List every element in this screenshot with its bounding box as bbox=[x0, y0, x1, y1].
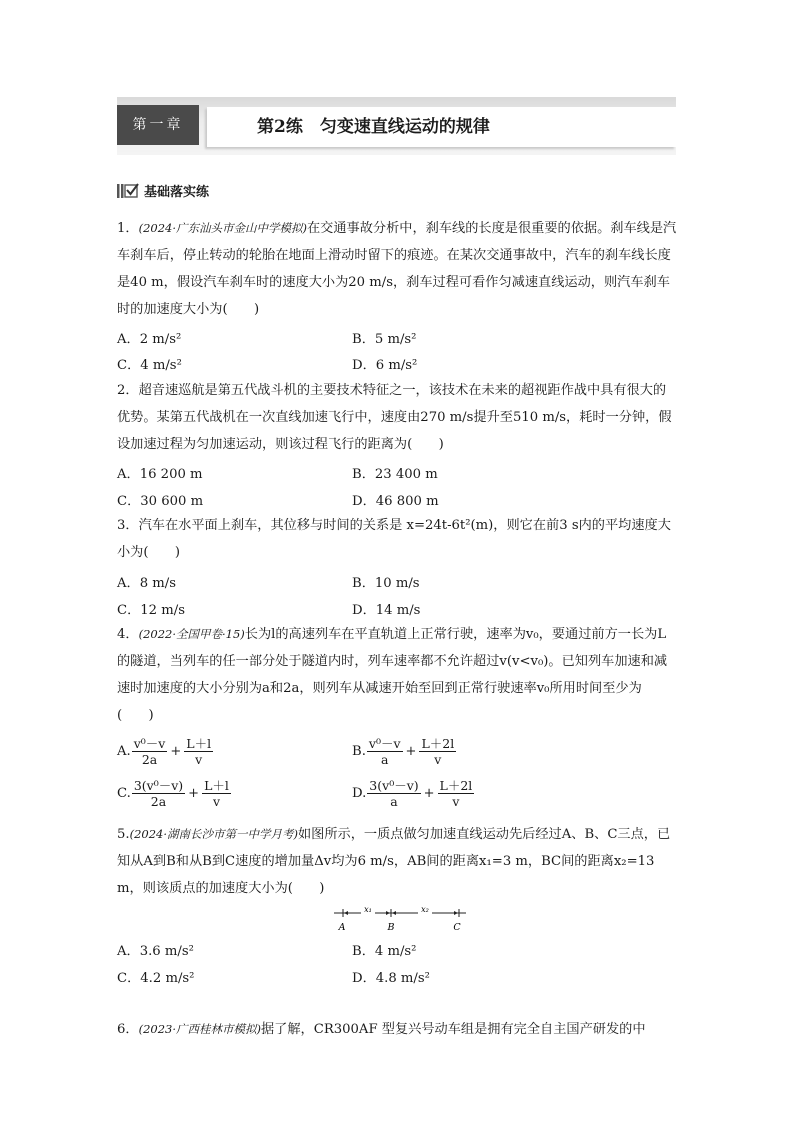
option-b[interactable]: B．5 m/s² bbox=[352, 332, 417, 347]
option-d[interactable]: D．4.8 m/s² bbox=[352, 971, 430, 986]
option-d[interactable]: D．6 m/s² bbox=[352, 358, 418, 373]
fraction: $\frac{\text{v⁰－v}}{a}$ bbox=[368, 736, 401, 767]
question-2 bbox=[117, 377, 677, 458]
question-text: 据了解，CR300AF 型复兴号动车组是拥有完全自主国产研发的中 bbox=[260, 1022, 646, 1037]
option-label: A. bbox=[117, 744, 131, 759]
option-c[interactable]: C. $\frac{\text{3(v⁰－v)}}{2a}$ + $\frac{L+l}{v}$ bbox=[117, 778, 229, 809]
option-label: D. bbox=[352, 786, 367, 801]
option-a[interactable]: A. $\frac{\text{v⁰－v}}{2a}$ + $\frac{L+l}{v}$ bbox=[117, 736, 212, 767]
checkbox-check-icon bbox=[117, 183, 139, 199]
section-heading bbox=[117, 181, 209, 200]
question-3-options bbox=[117, 572, 617, 617]
point-label-a: A bbox=[338, 922, 346, 933]
chapter-label: 第一章 bbox=[117, 105, 199, 145]
option-a[interactable]: A．3.6 m/s² bbox=[117, 944, 194, 959]
question-5 bbox=[117, 821, 677, 902]
question-2-options bbox=[117, 463, 617, 508]
option-b[interactable]: B．4 m/s² bbox=[352, 944, 417, 959]
segment-label-x1: x₁ bbox=[364, 905, 372, 914]
option-c[interactable]: C．4 m/s² bbox=[117, 358, 182, 373]
question-text: 如图所示，一质点做匀加速直线运动先后经过A、B、C三点，已知从A到B和从B到C速度的增加量Δv均为6 m/s，AB间的距离x₁=3 m，BC间的距离x₂=13 m，则该质点的加速度大小为( ) bbox=[117, 827, 671, 896]
segment-label-x2: x₂ bbox=[421, 905, 429, 914]
question-source: (2023·广西桂林市模拟) bbox=[138, 1022, 261, 1036]
question-text: 在交通事故分析中，刹车线的长度是很重要的依据。刹车线是汽车刹车后，停止转动的轮胎在地面上滑动时留下的痕迹。在某次交通事故中，汽车的刹车线长度是40 m，假设汽车刹车时的速度大小为20 m/s，刹车过程可看作匀减速直线运动，则汽车刹车时的加速度大小为( ) bbox=[117, 221, 677, 317]
question-1 bbox=[117, 215, 677, 323]
question-number: 5. bbox=[117, 827, 130, 842]
arrowhead bbox=[454, 911, 458, 915]
option-b[interactable]: B．10 m/s bbox=[352, 576, 420, 591]
arrowhead bbox=[386, 911, 390, 915]
question-5-options bbox=[117, 940, 617, 985]
motion-diagram bbox=[330, 903, 470, 937]
question-number: 2． bbox=[117, 383, 139, 398]
option-a[interactable]: A．2 m/s² bbox=[117, 332, 182, 347]
fraction: $\frac{L+l}{v}$ bbox=[204, 778, 229, 809]
question-3 bbox=[117, 512, 677, 566]
chapter-header bbox=[117, 97, 676, 155]
option-d[interactable]: D．14 m/s bbox=[352, 603, 421, 618]
question-number: 3． bbox=[117, 518, 139, 533]
question-text: 超音速巡航是第五代战斗机的主要技术特征之一，该技术在未来的超视距作战中具有很大的优势。某第五代战机在一次直线加速飞行中，速度由270 m/s提升至510 m/s，耗时一分钟，假设加速过程为匀加速运动，则该过程飞行的距离为( ) bbox=[117, 383, 672, 452]
fraction: $\frac{\text{3(v⁰－v)}}{a}$ bbox=[369, 778, 419, 809]
arrowhead bbox=[392, 911, 396, 915]
option-c[interactable]: C．30 600 m bbox=[117, 494, 204, 509]
option-label: C. bbox=[117, 786, 131, 801]
option-a[interactable]: A．16 200 m bbox=[117, 467, 203, 482]
question-6 bbox=[117, 1016, 677, 1043]
question-number: 1． bbox=[117, 221, 139, 236]
fraction: $\frac{\text{v⁰－v}}{2a}$ bbox=[133, 736, 166, 767]
question-1-options bbox=[117, 328, 617, 373]
section-title: 基础落实练 bbox=[144, 185, 210, 200]
option-d[interactable]: D．46 800 m bbox=[352, 494, 439, 509]
question-number: 4． bbox=[117, 627, 139, 642]
option-c[interactable]: C．4.2 m/s² bbox=[117, 971, 195, 986]
point-label-c: C bbox=[453, 922, 461, 933]
title-card bbox=[207, 107, 676, 147]
fraction: $\frac{\text{3(v⁰－v)}}{2a}$ bbox=[133, 778, 184, 809]
question-4-options bbox=[117, 736, 617, 820]
question-text: 汽车在水平面上刹车，其位移与时间的关系是 x=24t-6t²(m)，则它在前3 s内的平均速度大小为( ) bbox=[117, 518, 671, 560]
option-a[interactable]: A．8 m/s bbox=[117, 576, 177, 591]
question-source: (2024·湖南长沙市第一中学月考) bbox=[129, 827, 298, 841]
fraction: $\frac{L+2l}{v}$ bbox=[421, 736, 455, 767]
option-d[interactable]: D. $\frac{\text{3(v⁰－v)}}{a}$ + $\frac{L+2l}{v}$ bbox=[352, 778, 473, 809]
question-source: (2024·广东汕头市金山中学模拟) bbox=[138, 221, 307, 235]
question-4 bbox=[117, 621, 677, 729]
option-c[interactable]: C．12 m/s bbox=[117, 603, 185, 618]
fraction: $\frac{L+l}{v}$ bbox=[186, 736, 212, 767]
fraction: $\frac{L+2l}{v}$ bbox=[439, 778, 473, 809]
page-title: 第2练 匀变速直线运动的规律 bbox=[257, 117, 490, 137]
option-label: B. bbox=[352, 744, 366, 759]
question-number: 6． bbox=[117, 1022, 139, 1037]
question-source: (2022·全国甲卷·15) bbox=[138, 627, 245, 641]
point-label-b: B bbox=[387, 922, 395, 933]
question-text: 长为l的高速列车在平直轨道上正常行驶，速率为v₀，要通过前方一长为L的隧道，当列车的任一部分处于隧道内时，列车速率都不允许超过v(v<v₀)。已知列车加速和减速时加速度的大小分别为a和2a，则列车从减速开始至回到正常行驶速率v₀所用时间至少为( ) bbox=[117, 627, 668, 723]
option-b[interactable]: B. $\frac{\text{v⁰－v}}{a}$ + $\frac{L+2l}{v}$ bbox=[352, 736, 455, 767]
option-b[interactable]: B．23 400 m bbox=[352, 467, 438, 482]
arrowhead bbox=[344, 911, 348, 915]
